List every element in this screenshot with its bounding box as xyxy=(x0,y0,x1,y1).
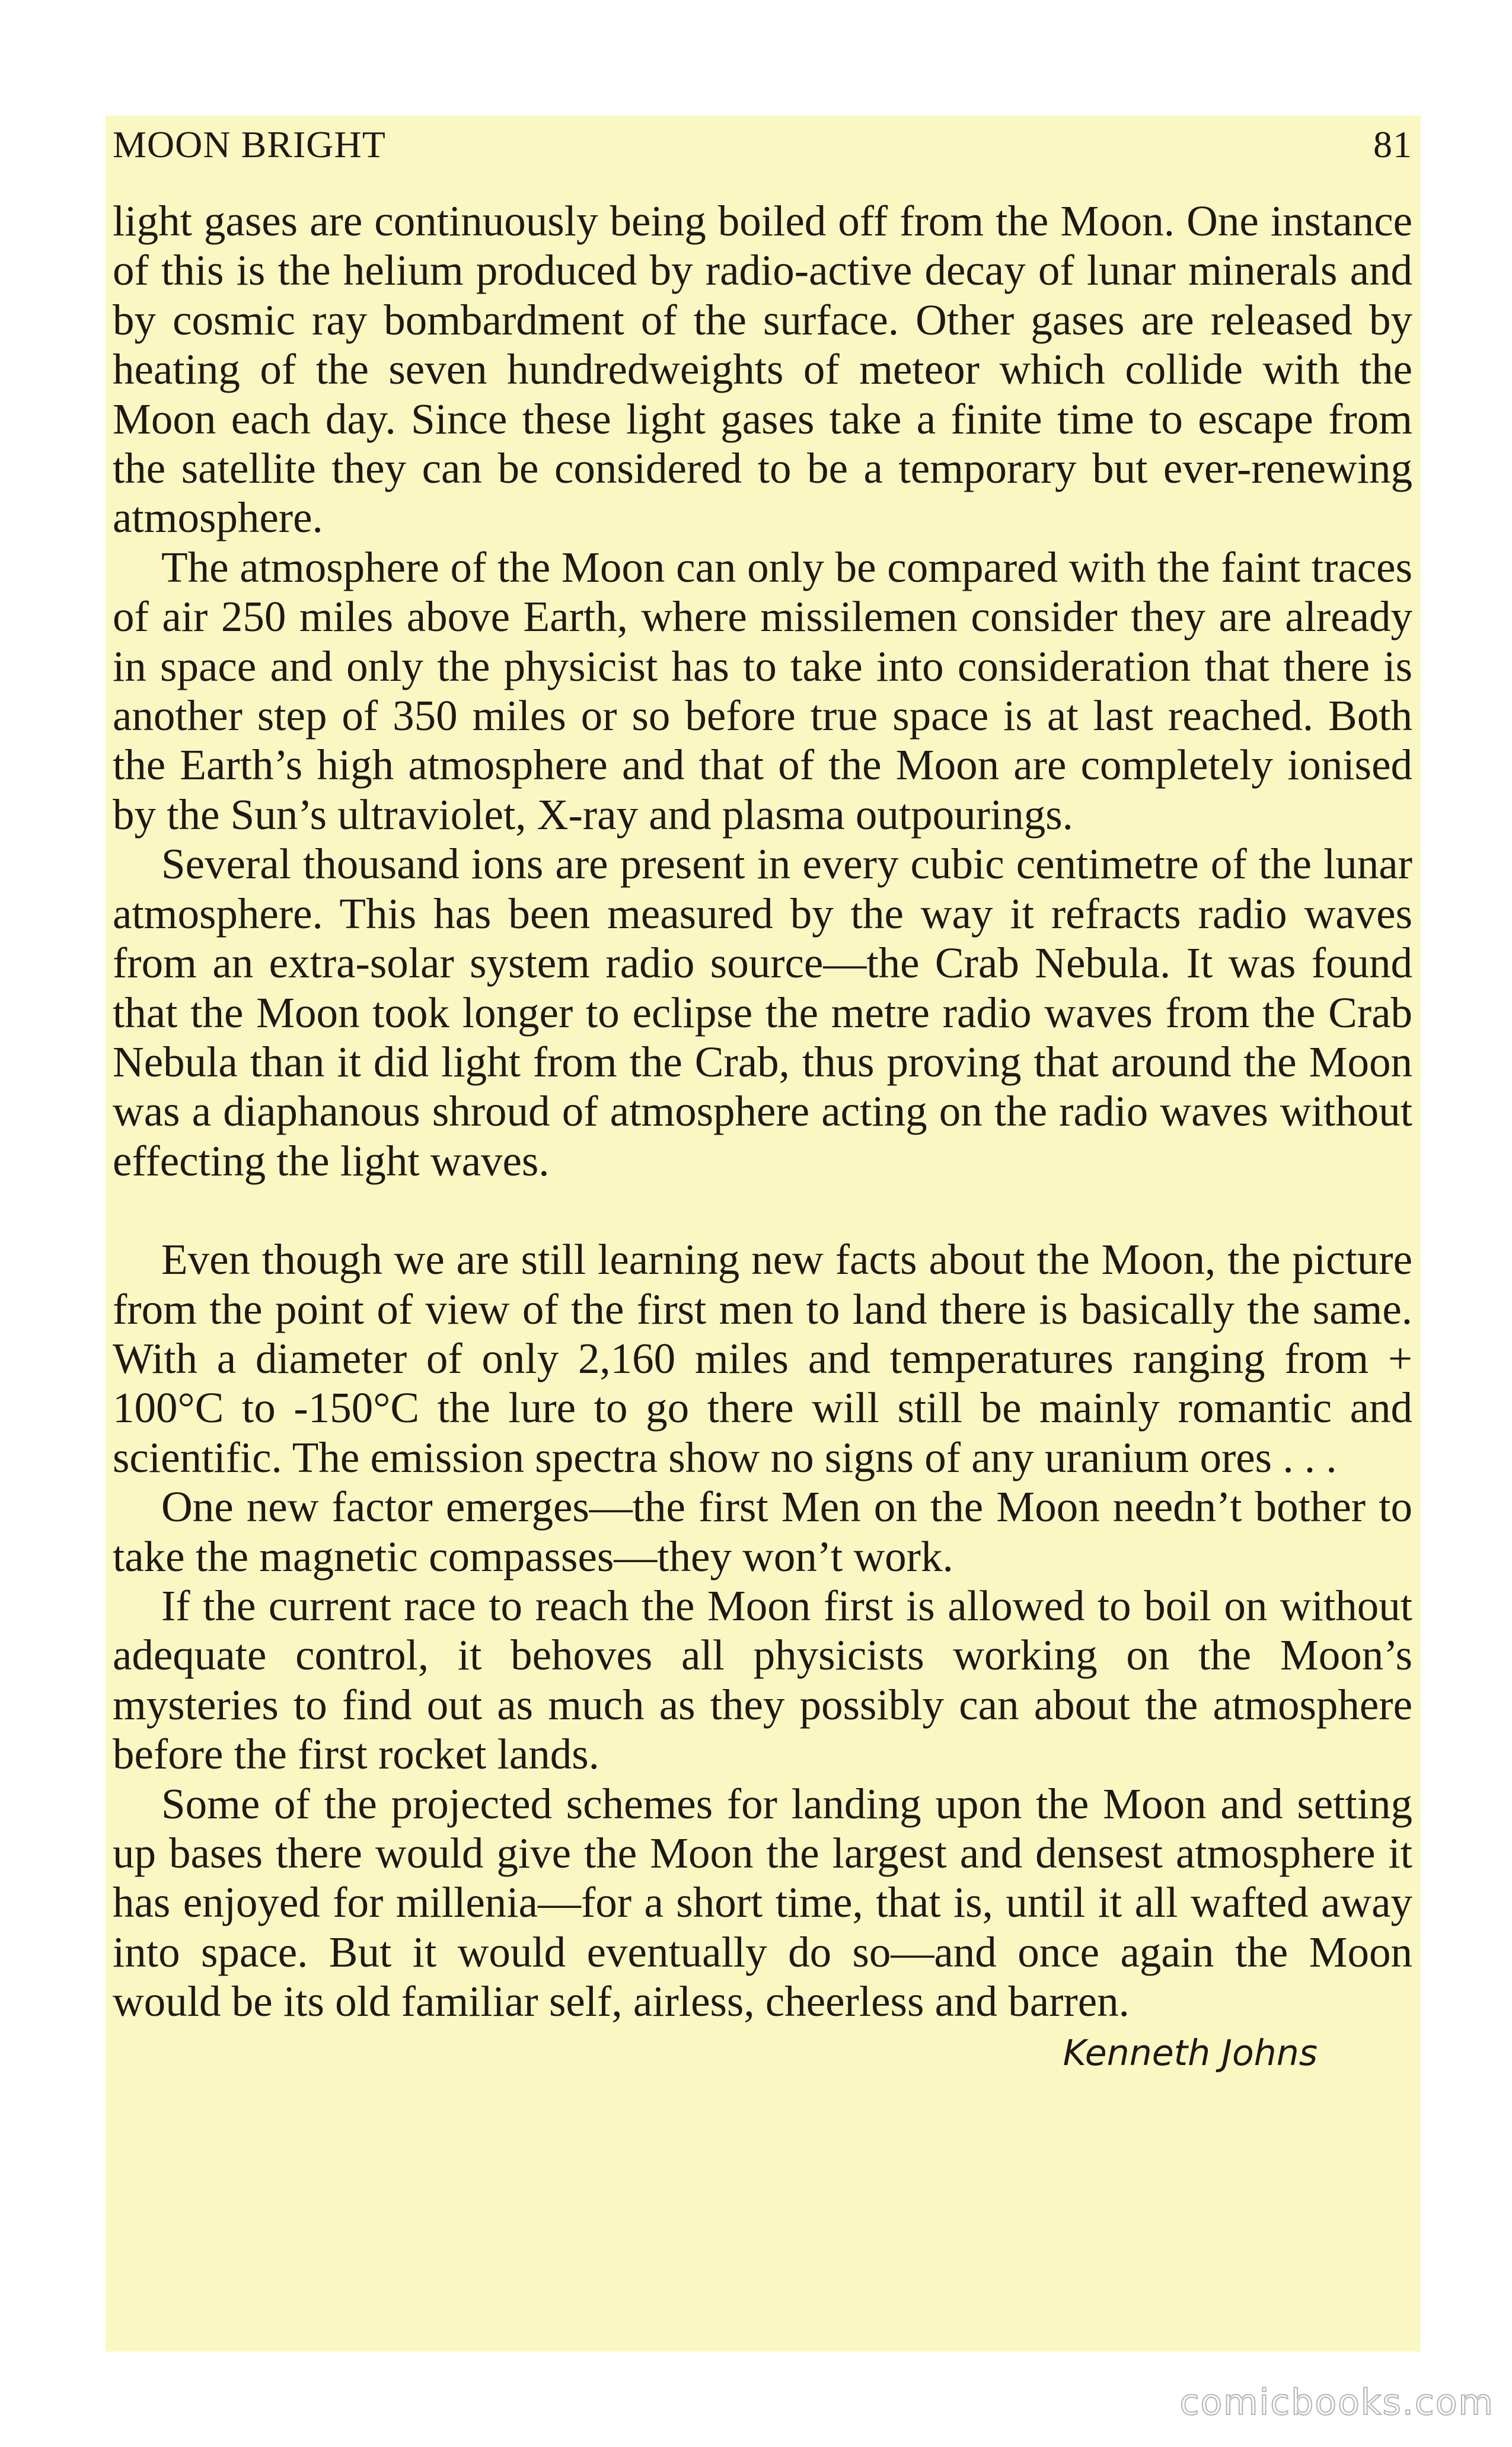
page-number: 81 xyxy=(1373,123,1412,165)
paragraph: If the current race to reach the Moon first is allowed to boil on without adequate control, it behoves all physicists working on the Moon’s mysteries to find out as much as they possibly can about the atmosphere before the first rocket lands. xyxy=(113,1581,1412,1779)
paragraph: Some of the projected schemes for landing upon the Moon and setting up bases there would give the Moon the largest and densest atmosphere it has enjoyed for millenia—for a short time, that is, until it all wafted away into space. But it would eventually do so—and once again the Moon would be its old familiar self, airless, cheerless and barren. xyxy=(113,1779,1412,2026)
running-title: MOON BRIGHT xyxy=(113,123,386,165)
article-body xyxy=(113,196,1412,2027)
paragraph: light gases are continuously being boiled off from the Moon. One instance of this is the helium produced by radio-active decay of lunar minerals and by cosmic ray bombardment of the surface. Other gases are released by heating of the seven hundredweights of meteor which collide with the Moon each day. Since these light gases take a finite time to escape from the satellite they can be considered to be a temporary but ever-renewing atmosphere. xyxy=(113,197,1412,542)
author-signature: Kenneth Johns xyxy=(1063,2032,1318,2074)
paragraph: Even though we are still learning new facts about the Moon, the picture from the point of view of the first men to land there is basically the same. With a diameter of only 2,160 miles and temperatures ranging from + 100°C to -150°C the lure to go there will still be mainly romantic and scientific. The emission spectra show no signs of any uranium ores . . . xyxy=(113,1235,1412,1481)
paragraph: The atmosphere of the Moon can only be compared with the faint traces of air 250 miles above Earth, where missilemen consider they are already in space and only the physicist has to take into consideration that there is another step of 350 miles or so before true space is at last reached. Both the Earth’s high atmosphere and that of the Moon are completely ionised by the Sun’s ultraviolet, X-ray and plasma outpourings. xyxy=(113,543,1412,839)
magazine-page xyxy=(106,116,1421,2352)
paragraph: One new factor emerges—the first Men on the Moon needn’t bother to take the magnetic compasses—they won’t work. xyxy=(113,1483,1412,1581)
site-watermark: comicbooks.com xyxy=(1179,2382,1494,2423)
page-header xyxy=(113,119,1412,170)
paragraph: Several thousand ions are present in every cubic centimetre of the lunar atmosphere. This has been measured by the way it refracts radio waves from an extra-solar system radio source—the Crab Nebula. It was found that the Moon took longer to eclipse the metre radio waves from the Crab Nebula than it did light from the Crab, thus proving that around the Moon was a diaphanous shroud of atmosphere acting on the radio waves without effecting the light waves. xyxy=(113,840,1412,1185)
